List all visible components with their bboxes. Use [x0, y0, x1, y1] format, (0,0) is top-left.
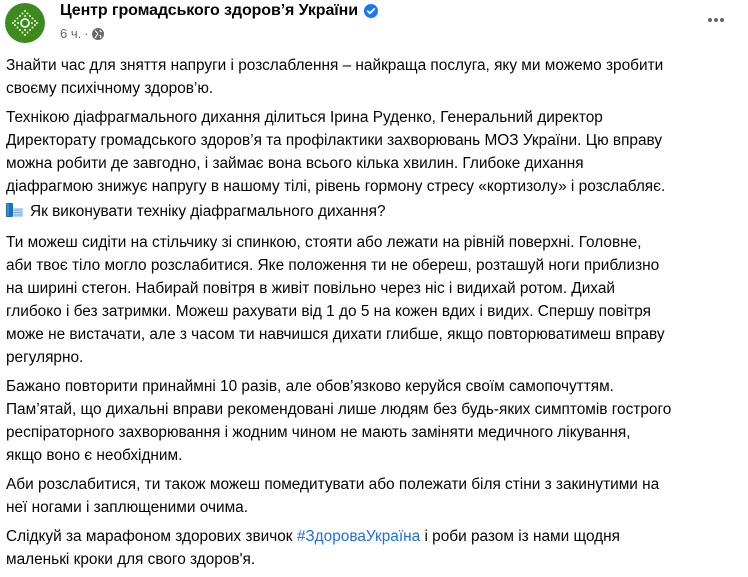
- text-line: Ти можеш сидіти на стільчику зі спинкою, стояти або лежати на рівній поверхні. Головне,: [6, 234, 642, 251]
- post-paragraph: [6, 473, 736, 519]
- logo-icon: [10, 8, 40, 38]
- text-line: неї ногами і заплющеними очима.: [6, 499, 248, 516]
- text-line: Пам’ятай, що дихальні вправи рекомендовані лише людям без будь-яких симптомів гострого: [6, 401, 672, 418]
- text-line: може не вистачати, але з часом ти навчишся дихати глибше, якщо повторюватимеш вправу: [6, 326, 665, 343]
- text-line: своєму психічному здоров’ю.: [6, 80, 214, 97]
- post-paragraph-heading: [6, 200, 736, 223]
- post-paragraph: [6, 375, 736, 467]
- more-options-icon: [720, 18, 724, 22]
- post-paragraph: [6, 525, 736, 571]
- post-paragraph: [6, 231, 736, 369]
- text-line: респіраторного захворювання і жодним чином не мають заміняти медичного лікування,: [6, 424, 631, 441]
- text-line: якщо воно є необхідним.: [6, 447, 183, 464]
- post-meta: [60, 26, 104, 41]
- text-line: [6, 525, 736, 548]
- text-line: Аби розслабитися, ти також можеш помедитувати або полежати біля стіни з закинутими на: [6, 476, 660, 493]
- more-options-icon: [714, 18, 718, 22]
- text-line: Знайти час для зняття напруги і розслаблення – найкраща послуга, яку ми можемо зробити: [6, 57, 664, 74]
- text-line: [6, 200, 736, 223]
- post-paragraph: [6, 106, 736, 198]
- meta-separator: ·: [84, 26, 89, 41]
- post-header: [0, 0, 748, 50]
- post-paragraph: [6, 54, 736, 100]
- text-line: на ширині стегон. Набирай повітря в живіт повільно через ніс і видихай ротом. Дихай: [6, 280, 615, 297]
- text-segment: і роби разом із нами щодня: [420, 528, 620, 545]
- post-body: [6, 54, 736, 577]
- books-emoji-icon: [6, 202, 24, 218]
- text-line: Бажано повторити принаймні 10 разів, але обов’язково керуйся своїм самопочуттям.: [6, 378, 614, 395]
- text-line: діафрагмою знижує напругу в нашому тілі, рівень гормону стресу «кортизолу» і розслабляє.: [6, 178, 666, 195]
- text-line: Технікою діафрагмального дихання ділиться Ірина Руденко, Генеральний директор: [6, 109, 603, 126]
- page-name-link[interactable]: Центр громадського здоров’я України: [60, 2, 358, 19]
- text-line: аби твоє тіло могло розслабитися. Яке положення ти не обереш, розташуй ноги приблизно: [6, 257, 660, 274]
- page-avatar[interactable]: [5, 3, 45, 43]
- section-heading: Як виконувати техніку діафрагмального дихання?: [30, 203, 386, 220]
- text-line: регулярно.: [6, 349, 84, 366]
- text-line: Директорату громадського здоров’я та профілактики захворювань МОЗ України. Цю вправу: [6, 132, 663, 149]
- page-name-row: [60, 2, 378, 20]
- text-line: маленькі кроки для свого здоров'я.: [6, 551, 256, 568]
- globe-icon[interactable]: [92, 28, 104, 40]
- more-options-button[interactable]: [702, 6, 730, 34]
- text-segment: Слідкуй за марафоном здорових звичок: [6, 528, 297, 545]
- timestamp-link[interactable]: 6 ч.: [60, 26, 82, 41]
- verified-badge-icon: [364, 4, 378, 18]
- text-line: можна робити де завгодно, і займає вона всього кілька хвилин. Глибоке дихання: [6, 155, 584, 172]
- hashtag-link[interactable]: #ЗдороваУкраїна: [296, 528, 421, 545]
- more-options-icon: [708, 18, 712, 22]
- text-line: глибоко і без затримки. Можеш рахувати від 1 до 5 на кожен вдих і видих. Спершу повітря: [6, 303, 651, 320]
